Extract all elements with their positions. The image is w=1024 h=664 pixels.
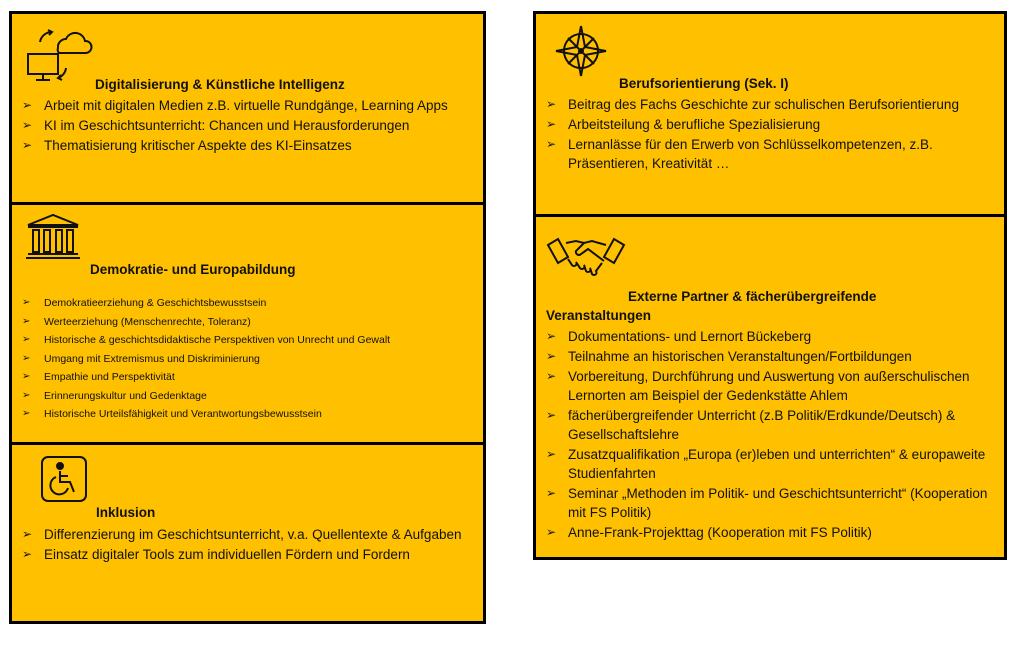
- compass-rose-icon: [554, 24, 608, 78]
- wheelchair-icon: [40, 455, 88, 503]
- list-item: ➢ Anne-Frank-Projekttag (Kooperation mit FS Politik): [546, 523, 1001, 542]
- list-item: ➢ Demokratieerziehung & Geschichtsbewusstsein: [22, 294, 482, 313]
- list-item: ➢ Historische Urteilsfähigkeit und Verantwortungsbewusstsein: [22, 405, 482, 424]
- list-item: ➢ Lernanlässe für den Erwerb von Schlüsselkompetenzen, z.B. Präsentieren, Kreativität …: [546, 135, 991, 173]
- panel-title-line-2: Veranstaltungen: [546, 308, 652, 323]
- list-item: ➢ Werteerziehung (Menschenrechte, Toleranz): [22, 313, 482, 332]
- bullet-list: [546, 327, 1001, 543]
- list-item: ➢ fächerübergreifender Unterricht (z.B Politik/Erdkunde/Deutsch) & Gesellschaftslehre: [546, 406, 1001, 444]
- panel-external-partners: [536, 214, 1004, 557]
- list-item: ➢ Zusatzqualifikation „Europa (er)leben und unterrichten“ & europaweite Studienfahrten: [546, 445, 1001, 483]
- bullet-list: [22, 294, 482, 424]
- panel-title: Inklusion: [96, 505, 156, 520]
- classical-building-icon: [24, 213, 82, 261]
- list-item: ➢ KI im Geschichtsunterricht: Chancen und Herausforderungen: [22, 116, 477, 135]
- list-item: ➢ Historische & geschichtsdidaktische Perspektiven von Unrecht und Gewalt: [22, 331, 482, 350]
- left-column: [9, 11, 486, 624]
- panel-title: Digitalisierung & Künstliche Intelligenz: [95, 77, 345, 92]
- bullet-list: [22, 96, 477, 156]
- list-item: ➢ Seminar „Methoden im Politik- und Geschichtsunterricht“ (Kooperation mit FS Politik): [546, 484, 1001, 522]
- list-item: ➢ Arbeit mit digitalen Medien z.B. virtuelle Rundgänge, Learning Apps: [22, 96, 477, 115]
- right-column: [533, 11, 1007, 560]
- panel-democracy: [12, 202, 483, 442]
- list-item: ➢ Arbeitsteilung & berufliche Spezialisierung: [546, 115, 991, 134]
- list-item: ➢ Beitrag des Fachs Geschichte zur schulischen Berufsorientierung: [546, 95, 991, 114]
- bullet-list: [22, 525, 477, 565]
- panel-title: Demokratie- und Europabildung: [90, 262, 296, 277]
- list-item: ➢ Vorbereitung, Durchführung und Auswertung von außerschulischen Lernorten am Beispiel der Gedenkstätte Ahlem: [546, 367, 1001, 405]
- panel-inclusion: [12, 442, 483, 621]
- panel-title-line-1: Externe Partner & fächerübergreifende: [628, 289, 877, 304]
- handshake-icon: [546, 231, 626, 283]
- list-item: ➢ Thematisierung kritischer Aspekte des KI-Einsatzes: [22, 136, 477, 155]
- panel-title: Berufsorientierung (Sek. I): [619, 76, 789, 91]
- list-item: ➢ Einsatz digitaler Tools zum individuellen Fördern und Fordern: [22, 545, 477, 564]
- list-item: ➢ Dokumentations- und Lernort Bückeberg: [546, 327, 1001, 346]
- bullet-list: [546, 95, 991, 174]
- computer-cloud-sync-icon: [22, 20, 94, 88]
- list-item: ➢ Umgang mit Extremismus und Diskriminierung: [22, 350, 482, 369]
- panel-career-orientation: [536, 14, 1004, 214]
- list-item: ➢ Erinnerungskultur und Gedenktage: [22, 387, 482, 406]
- panel-digitalization: [12, 14, 483, 202]
- list-item: ➢ Empathie und Perspektivität: [22, 368, 482, 387]
- list-item: ➢ Teilnahme an historischen Veranstaltungen/Fortbildungen: [546, 347, 1001, 366]
- list-item: ➢ Differenzierung im Geschichtsunterricht, v.a. Quellentexte & Aufgaben: [22, 525, 477, 544]
